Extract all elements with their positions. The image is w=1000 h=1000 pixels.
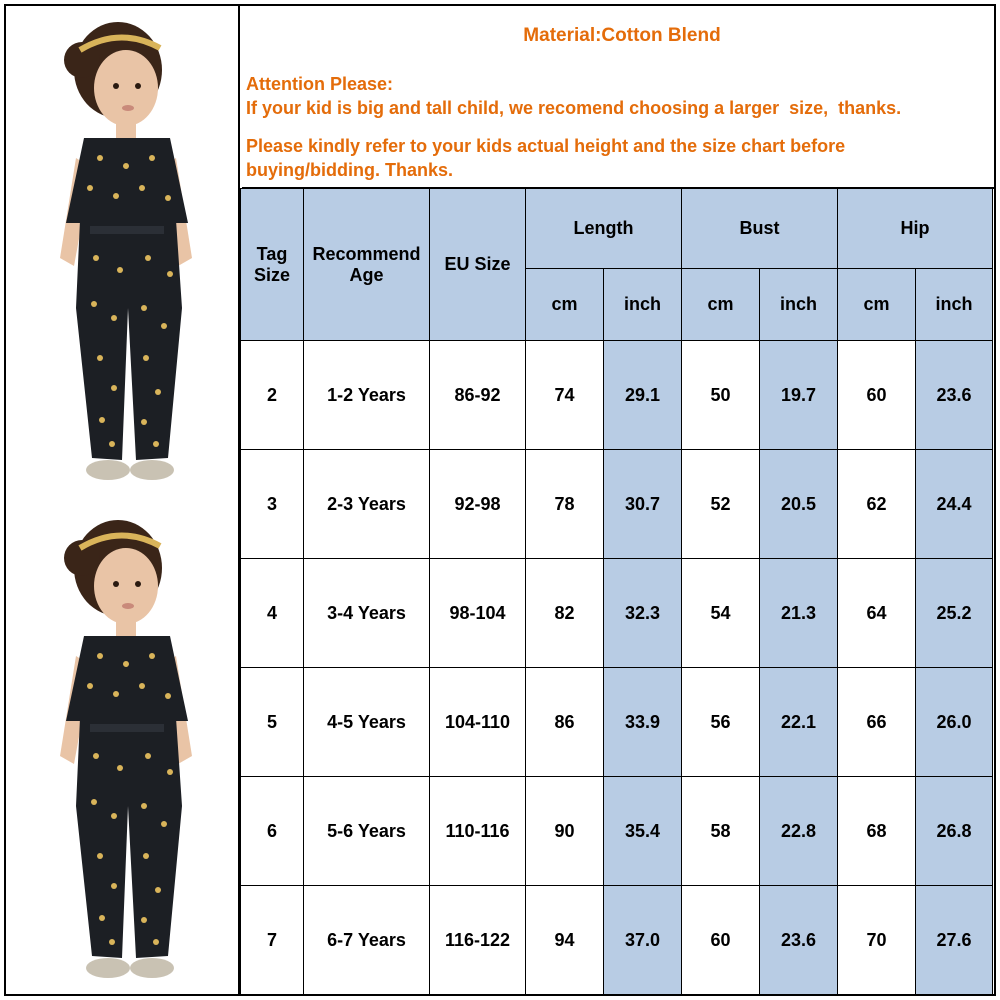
cell-length-inch: 32.3: [604, 559, 682, 668]
cell-tag-size: 5: [241, 668, 304, 777]
cell-age: 6-7 Years: [304, 886, 430, 995]
material-line: Material:Cotton Blend: [523, 25, 721, 46]
product-photo-column: [6, 6, 240, 994]
cell-eu-size: 116-122: [430, 886, 526, 995]
table-row: [241, 450, 993, 559]
table-row: [241, 341, 993, 450]
header-tag-size: Tag Size: [241, 189, 304, 341]
cell-bust-inch: 21.3: [760, 559, 838, 668]
cell-hip-inch: 26.0: [916, 668, 993, 777]
cell-tag-size: 2: [241, 341, 304, 450]
cell-length-cm: 86: [526, 668, 604, 777]
header-recommend-age: Recommend Age: [304, 189, 430, 341]
header-bust-inch: inch: [760, 269, 838, 341]
cell-hip-inch: 26.8: [916, 777, 993, 886]
product-photo-top: [30, 8, 220, 496]
refer-line-2: buying/bidding. Thanks.: [246, 160, 453, 180]
header-length-cm: cm: [526, 269, 604, 341]
cell-hip-cm: 66: [838, 668, 916, 777]
cell-age: 3-4 Years: [304, 559, 430, 668]
cell-tag-size: 6: [241, 777, 304, 886]
header-bust-cm: cm: [682, 269, 760, 341]
cell-eu-size: 86-92: [430, 341, 526, 450]
attention-body: If your kid is big and tall child, we recomend choosing a larger size, thanks.: [246, 98, 902, 118]
cell-eu-size: 92-98: [430, 450, 526, 559]
cell-length-cm: 90: [526, 777, 604, 886]
cell-bust-inch: 22.8: [760, 777, 838, 886]
cell-tag-size: 7: [241, 886, 304, 995]
size-chart-frame: [4, 4, 996, 996]
cell-hip-cm: 68: [838, 777, 916, 886]
cell-length-inch: 35.4: [604, 777, 682, 886]
cell-hip-inch: 25.2: [916, 559, 993, 668]
size-table-body: [241, 341, 993, 995]
cell-bust-cm: 54: [682, 559, 760, 668]
table-row: [241, 777, 993, 886]
cell-hip-cm: 64: [838, 559, 916, 668]
table-row: [241, 668, 993, 777]
cell-tag-size: 3: [241, 450, 304, 559]
cell-bust-cm: 52: [682, 450, 760, 559]
cell-hip-cm: 60: [838, 341, 916, 450]
cell-bust-inch: 19.7: [760, 341, 838, 450]
header-hip: Hip: [838, 189, 993, 269]
cell-age: 4-5 Years: [304, 668, 430, 777]
cell-hip-cm: 70: [838, 886, 916, 995]
cell-length-cm: 82: [526, 559, 604, 668]
cell-length-inch: 30.7: [604, 450, 682, 559]
cell-length-cm: 74: [526, 341, 604, 450]
cell-hip-inch: 27.6: [916, 886, 993, 995]
table-row: [241, 886, 993, 995]
cell-eu-size: 110-116: [430, 777, 526, 886]
cell-hip-inch: 24.4: [916, 450, 993, 559]
header-hip-inch: inch: [916, 269, 993, 341]
cell-eu-size: 98-104: [430, 559, 526, 668]
cell-length-inch: 29.1: [604, 341, 682, 450]
cell-length-cm: 94: [526, 886, 604, 995]
header-eu-size: EU Size: [430, 189, 526, 341]
cell-bust-cm: 60: [682, 886, 760, 995]
attention-title: Attention Please:: [246, 74, 394, 94]
cell-bust-inch: 20.5: [760, 450, 838, 559]
refer-note: [246, 134, 986, 182]
cell-hip-cm: 62: [838, 450, 916, 559]
cell-age: 5-6 Years: [304, 777, 430, 886]
header-bust: Bust: [682, 189, 838, 269]
header-length-inch: inch: [604, 269, 682, 341]
size-table: [240, 188, 993, 995]
cell-age: 2-3 Years: [304, 450, 430, 559]
refer-line-1: Please kindly refer to your kids actual height and the size chart before: [246, 136, 846, 156]
attention-block: [246, 72, 901, 120]
cell-bust-cm: 56: [682, 668, 760, 777]
header-hip-cm: cm: [838, 269, 916, 341]
girl-jumpsuit-illustration: [30, 8, 220, 496]
notice-panel: [242, 6, 994, 189]
cell-bust-cm: 58: [682, 777, 760, 886]
cell-tag-size: 4: [241, 559, 304, 668]
girl-jumpsuit-illustration: [30, 506, 220, 994]
cell-bust-cm: 50: [682, 341, 760, 450]
table-row: [241, 559, 993, 668]
cell-length-inch: 33.9: [604, 668, 682, 777]
cell-length-inch: 37.0: [604, 886, 682, 995]
cell-bust-inch: 23.6: [760, 886, 838, 995]
cell-hip-inch: 23.6: [916, 341, 993, 450]
cell-age: 1-2 Years: [304, 341, 430, 450]
cell-bust-inch: 22.1: [760, 668, 838, 777]
product-photo-bottom: [30, 506, 220, 994]
cell-eu-size: 104-110: [430, 668, 526, 777]
header-length: Length: [526, 189, 682, 269]
cell-length-cm: 78: [526, 450, 604, 559]
